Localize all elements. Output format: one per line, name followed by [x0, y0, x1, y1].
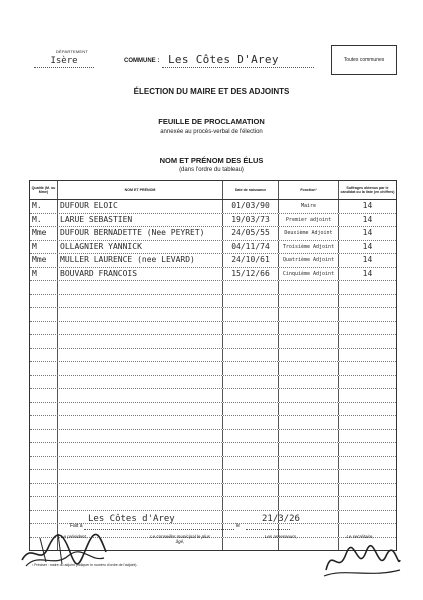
empty-cell — [58, 376, 223, 389]
empty-cell — [58, 484, 223, 497]
toutes-communes-box — [331, 45, 397, 75]
empty-cell — [58, 322, 223, 335]
header-qualite: Qualité (M. ou Mme) — [30, 181, 58, 199]
secretaire-signature — [320, 540, 404, 580]
elected-officials-table — [29, 180, 397, 551]
empty-cell — [279, 349, 339, 362]
empty-cell — [279, 335, 339, 348]
empty-cell — [339, 362, 396, 375]
document-subtitle-note: annexée au procès-verbal de l'élection — [160, 129, 263, 135]
cell-fonction: Quatrième Adjoint — [279, 254, 339, 267]
empty-cell — [58, 295, 223, 308]
empty-cell — [339, 484, 396, 497]
empty-cell — [279, 362, 339, 375]
empty-cell — [279, 497, 339, 510]
empty-cell — [223, 538, 279, 551]
cell-fonction: Premier adjoint — [279, 214, 339, 227]
cell-qualite: M — [30, 241, 58, 254]
table-row-empty — [30, 349, 396, 363]
empty-cell — [339, 403, 396, 416]
cell-date-naissance: 19/03/73 — [223, 214, 279, 227]
empty-cell — [58, 281, 223, 294]
cell-nom-prenom: DUFOUR ELOIC — [58, 200, 223, 213]
empty-cell — [279, 403, 339, 416]
commune-value: Les Côtes D'Arey — [168, 53, 279, 66]
cell-suffrages: 14 — [362, 255, 373, 264]
table-row — [30, 241, 396, 255]
cell-date-naissance: 15/12/66 — [223, 268, 279, 281]
empty-cell — [58, 470, 223, 483]
empty-cell — [30, 416, 58, 429]
empty-cell — [279, 430, 339, 443]
table-row-empty — [30, 484, 396, 498]
empty-cell — [223, 457, 279, 470]
empty-cell — [339, 376, 396, 389]
table-row-empty — [30, 308, 396, 322]
signature-secretaire-label: Le secrétaire, — [346, 534, 374, 539]
section-heading-note: (dans l'ordre du tableau) — [179, 167, 244, 173]
empty-cell — [223, 376, 279, 389]
departement-value: Isère — [50, 56, 78, 66]
empty-cell — [339, 470, 396, 483]
empty-cell — [30, 403, 58, 416]
empty-cell — [279, 281, 339, 294]
date-label: le — [236, 523, 240, 529]
empty-cell — [30, 281, 58, 294]
empty-cell — [223, 349, 279, 362]
header-nom-prenom: NOM ET PRÉNOM — [58, 181, 223, 199]
header-fonction: Fonction¹ — [279, 181, 339, 199]
empty-cell — [30, 470, 58, 483]
empty-cell — [223, 335, 279, 348]
signature-assesseurs-label: Les assesseurs, — [264, 534, 298, 539]
table-row — [30, 254, 396, 268]
table-row — [30, 227, 396, 241]
empty-cell — [58, 403, 223, 416]
cell-fonction: Deuxième Adjoint — [279, 227, 339, 240]
empty-cell — [339, 322, 396, 335]
empty-cell — [279, 376, 339, 389]
empty-cell — [30, 322, 58, 335]
toutes-communes-label: Toutes communes — [343, 57, 385, 63]
empty-cell — [30, 389, 58, 402]
table-row-empty — [30, 416, 396, 430]
empty-cell — [58, 349, 223, 362]
empty-cell — [30, 335, 58, 348]
empty-cell — [58, 362, 223, 375]
cell-fonction: Maire — [279, 200, 339, 213]
cell-suffrages: 14 — [362, 241, 373, 251]
empty-cell — [58, 335, 223, 348]
empty-cell — [339, 416, 396, 429]
empty-cell — [30, 430, 58, 443]
table-row — [30, 200, 396, 214]
table-row-empty — [30, 403, 396, 417]
cell-date-naissance: 04/11/74 — [223, 241, 279, 254]
empty-cell — [279, 322, 339, 335]
empty-cell — [339, 308, 396, 321]
fait-a-label: Fait à — [70, 523, 83, 529]
empty-cell — [279, 308, 339, 321]
table-row-empty — [30, 335, 396, 349]
signature-president-label: Le président, — [60, 534, 88, 539]
cell-qualite: Mme — [30, 254, 58, 267]
signature-conseiller-label: Le conseiller municipal le plus âgé, — [150, 534, 210, 544]
cell-date-naissance: 01/03/90 — [223, 200, 279, 213]
empty-cell — [339, 443, 396, 456]
empty-cell — [30, 308, 58, 321]
cell-qualite: Mme — [30, 227, 58, 240]
empty-cell — [223, 416, 279, 429]
table-row-empty — [30, 322, 396, 336]
cell-nom-prenom: LARUE SEBASTIEN — [58, 214, 223, 227]
empty-cell — [279, 484, 339, 497]
empty-cell — [30, 349, 58, 362]
cell-nom-prenom: OLLAGNIER YANNICK — [58, 241, 223, 254]
empty-cell — [58, 443, 223, 456]
empty-cell — [58, 430, 223, 443]
date-line — [246, 529, 290, 530]
empty-cell — [339, 335, 396, 348]
empty-cell — [30, 376, 58, 389]
fait-a-value: Les Côtes d'Arey — [88, 514, 175, 524]
empty-cell — [223, 443, 279, 456]
table-row — [30, 214, 396, 228]
table-row — [30, 268, 396, 282]
empty-cell — [223, 362, 279, 375]
departement-label: DÉPARTEMENT — [55, 49, 89, 54]
empty-cell — [58, 457, 223, 470]
table-body — [30, 200, 396, 550]
empty-cell — [339, 349, 396, 362]
table-row-empty — [30, 497, 396, 511]
table-header-row — [30, 181, 396, 200]
date-value: 21/3/26 — [262, 514, 300, 524]
empty-cell — [223, 389, 279, 402]
cell-date-naissance: 24/05/55 — [223, 227, 279, 240]
empty-cell — [223, 484, 279, 497]
empty-cell — [279, 470, 339, 483]
empty-cell — [279, 416, 339, 429]
table-row-empty — [30, 362, 396, 376]
cell-date-naissance: 24/10/61 — [223, 254, 279, 267]
empty-cell — [30, 484, 58, 497]
empty-cell — [339, 389, 396, 402]
departement-line — [34, 67, 94, 68]
empty-cell — [279, 389, 339, 402]
cell-suffrages: 14 — [362, 228, 373, 237]
cell-suffrages: 14 — [362, 268, 373, 278]
cell-fonction: Troisième Adjoint — [279, 241, 339, 254]
empty-cell — [30, 497, 58, 510]
empty-cell — [223, 322, 279, 335]
section-heading: NOM ET PRÉNOM DES ÉLUS — [159, 156, 264, 165]
empty-cell — [279, 457, 339, 470]
empty-cell — [58, 416, 223, 429]
empty-cell — [58, 389, 223, 402]
commune-label: COMMUNE : — [124, 58, 160, 64]
empty-cell — [339, 457, 396, 470]
header-date-naissance: Date de naissance — [223, 181, 279, 199]
empty-cell — [223, 295, 279, 308]
empty-cell — [223, 470, 279, 483]
empty-cell — [339, 281, 396, 294]
empty-cell — [339, 497, 396, 510]
cell-suffrages: 14 — [362, 214, 373, 224]
empty-cell — [30, 443, 58, 456]
table-row-empty — [30, 295, 396, 309]
empty-cell — [223, 430, 279, 443]
cell-qualite: M. — [30, 214, 58, 227]
cell-qualite: M. — [30, 200, 58, 213]
cell-suffrages: 14 — [362, 201, 373, 210]
document-subtitle: FEUILLE DE PROCLAMATION — [158, 117, 265, 126]
empty-cell — [279, 295, 339, 308]
empty-cell — [58, 497, 223, 510]
table-row-empty — [30, 443, 396, 457]
empty-cell — [30, 362, 58, 375]
footnote: ¹ Préciser : maire ou adjoint (indiquer le numéro d'ordre de l'adjoint). — [32, 563, 138, 567]
header-suffrages: Suffrages obtenus par le candidat ou la liste (en chiffres) — [340, 185, 395, 194]
commune-line — [162, 67, 314, 68]
cell-nom-prenom: DUFOUR BERNADETTE (Nee PEYRET) — [58, 227, 223, 240]
table-row-empty — [30, 457, 396, 471]
empty-cell — [223, 308, 279, 321]
empty-cell — [339, 430, 396, 443]
empty-cell — [279, 443, 339, 456]
empty-cell — [30, 295, 58, 308]
cell-nom-prenom: MULLER LAURENCE (nee LEVARD) — [58, 254, 223, 267]
document-title: ÉLECTION DU MAIRE ET DES ADJOINTS — [133, 87, 290, 96]
table-row-empty — [30, 430, 396, 444]
empty-cell — [339, 295, 396, 308]
empty-cell — [223, 281, 279, 294]
empty-cell — [339, 511, 396, 524]
table-row-empty — [30, 376, 396, 390]
table-row-empty — [30, 389, 396, 403]
empty-cell — [223, 497, 279, 510]
cell-qualite: M — [30, 268, 58, 281]
table-row-empty — [30, 281, 396, 295]
cell-nom-prenom: BOUVARD FRANCOIS — [58, 268, 223, 281]
empty-cell — [58, 308, 223, 321]
empty-cell — [223, 403, 279, 416]
table-row-empty — [30, 470, 396, 484]
empty-cell — [30, 457, 58, 470]
cell-fonction: Cinquième Adjoint — [279, 268, 339, 281]
